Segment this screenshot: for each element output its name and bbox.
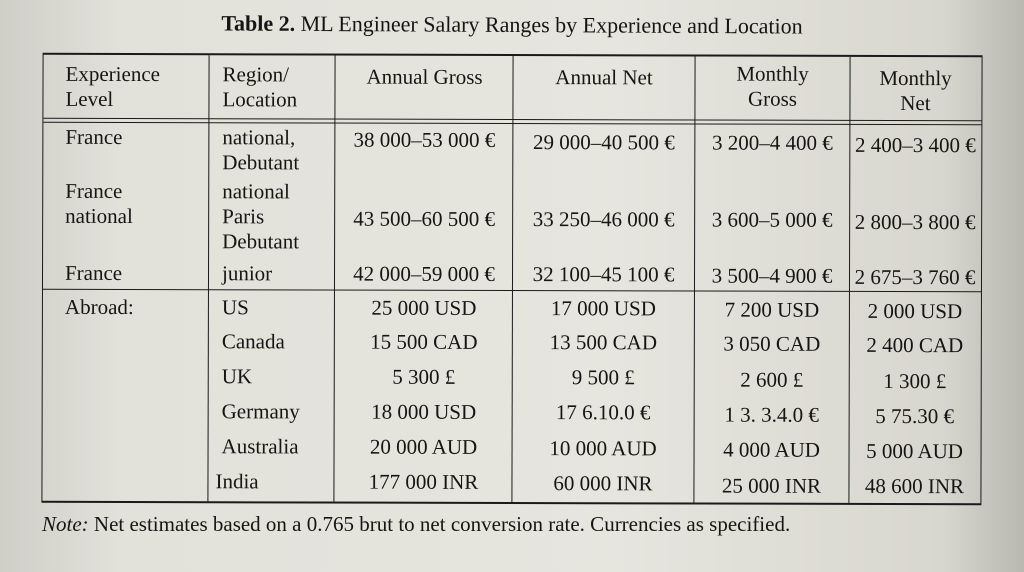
france-row-1-level: France xyxy=(65,124,123,149)
table-title xyxy=(0,9,1024,40)
abroad-row-region: India xyxy=(215,469,259,494)
france-row-3-level: France xyxy=(64,260,123,285)
header-region: Region/ Location xyxy=(222,62,298,112)
note-label: Note: xyxy=(42,512,89,536)
table-title-text: ML Engineer Salary Ranges by Experience and Location xyxy=(300,10,803,39)
abroad-row-monthly-gross: 3 050 CAD xyxy=(723,331,821,356)
france-row-2-monthly-net: 2 800–3 800 € xyxy=(854,209,976,235)
abroad-row-monthly-net: 5 000 AUD xyxy=(866,438,964,464)
abroad-row-annual-gross: 18 000 USD xyxy=(371,399,477,424)
france-row-2-region: national Paris Debutant xyxy=(222,179,300,254)
abroad-row-annual-gross: 20 000 AUD xyxy=(369,434,478,459)
france-row-3-region: junior xyxy=(221,261,273,286)
france-row-3-monthly-gross: 3 500–4 900 € xyxy=(711,263,833,288)
salary-table xyxy=(41,53,982,505)
abroad-row-annual-gross: 15 500 CAD xyxy=(370,329,478,354)
france-row-2-annual-net: 33 250–46 000 € xyxy=(532,207,675,232)
table-note xyxy=(42,512,790,537)
header-annual-gross: Annual Gross xyxy=(366,64,483,89)
abroad-row-monthly-gross: 25 000 INR xyxy=(721,473,822,498)
france-row-3-monthly-net: 2 675–3 760 € xyxy=(854,264,976,290)
abroad-row-annual-net: 13 500 CAD xyxy=(549,330,658,355)
abroad-row-annual-net: 9 500 £ xyxy=(571,365,635,390)
france-row-2-level: France national xyxy=(65,178,133,229)
france-row-1-annual-gross: 38 000–53 000 € xyxy=(353,127,496,152)
abroad-row-monthly-net: 2 000 USD xyxy=(867,298,963,324)
abroad-row-monthly-net: 1 300 £ xyxy=(883,368,947,394)
abroad-row-monthly-net: 48 600 INR xyxy=(864,473,965,499)
abroad-row-annual-net: 60 000 INR xyxy=(553,471,653,496)
table-title-label: Table 2. xyxy=(221,10,296,36)
header-experience: Experience Level xyxy=(65,61,161,111)
abroad-row-region: Australia xyxy=(221,434,299,459)
abroad-row-region: Germany xyxy=(221,399,300,424)
abroad-row-region: US xyxy=(221,295,249,320)
abroad-row-monthly-net: 2 400 CAD xyxy=(866,332,964,358)
france-row-3-annual-net: 32 100–45 100 € xyxy=(532,262,675,287)
header-annual-net: Annual Net xyxy=(555,65,653,90)
abroad-row-annual-gross: 5 300 £ xyxy=(392,364,456,389)
abroad-row-annual-net: 10 000 AUD xyxy=(549,436,657,461)
france-row-1-monthly-net: 2 400–3 400 € xyxy=(854,132,976,158)
abroad-row-annual-net: 17 000 USD xyxy=(550,296,656,321)
france-row-2-monthly-gross: 3 600–5 000 € xyxy=(711,207,833,232)
header-monthly-gross: Monthly Gross xyxy=(736,61,809,111)
france-row-1-region: national, Debutant xyxy=(222,125,300,175)
france-row-1-annual-net: 29 000–40 500 € xyxy=(532,130,675,155)
abroad-row-monthly-gross: 2 600 £ xyxy=(740,367,804,392)
france-row-3-annual-gross: 42 000–59 000 € xyxy=(353,261,495,286)
france-row-1-monthly-gross: 3 200–4 400 € xyxy=(711,130,833,155)
abroad-label: Abroad: xyxy=(64,294,134,320)
abroad-row-region: UK xyxy=(221,364,253,389)
abroad-row-monthly-gross: 4 000 AUD xyxy=(723,437,821,462)
note-text: Net estimates based on a 0.765 brut to net conversion rate. Currencies as specified. xyxy=(93,512,791,536)
abroad-row-monthly-net: 5 75.30 € xyxy=(875,403,955,429)
abroad-row-annual-gross: 177 000 INR xyxy=(368,469,479,494)
abroad-row-monthly-gross: 1 3. 3.4.0 € xyxy=(724,402,819,427)
abroad-row-annual-net: 17 6.10.0 € xyxy=(555,400,651,425)
abroad-row-monthly-gross: 7 200 USD xyxy=(724,297,820,322)
abroad-row-annual-gross: 25 000 USD xyxy=(371,295,477,320)
france-row-2-annual-gross: 43 500–60 500 € xyxy=(353,206,496,231)
abroad-row-region: Canada xyxy=(221,329,285,354)
header-monthly-net: Monthly Net xyxy=(879,65,952,116)
